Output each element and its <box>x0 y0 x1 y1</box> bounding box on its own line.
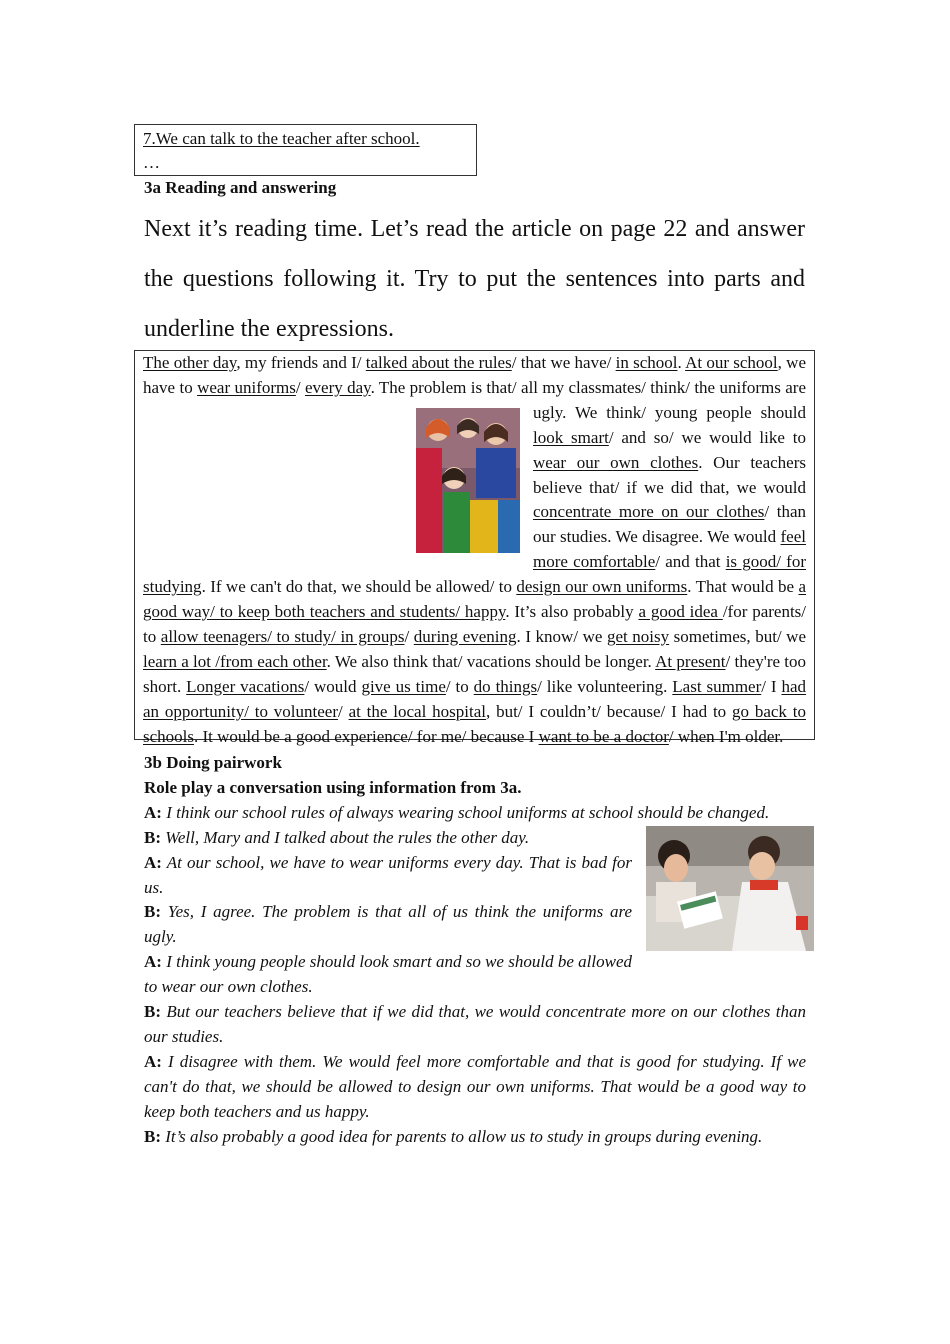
dialogue-line <box>144 1000 806 1050</box>
speaker: A: <box>144 1051 162 1071</box>
text: . I know/ we <box>516 626 607 646</box>
speaker: B: <box>144 1126 161 1146</box>
text: , we have to <box>143 353 806 397</box>
expr: is good/ for studying <box>143 552 806 597</box>
text: . That would be <box>687 577 799 597</box>
text: . We also think that/ vacations should be longer. <box>326 651 656 671</box>
speaker: B: <box>144 902 161 922</box>
speaker: B: <box>144 1002 161 1022</box>
text: / to <box>445 676 474 696</box>
expr: go back to schools <box>143 701 806 746</box>
line-text: I think our school rules of always wearing school uniforms at school should be changed. <box>161 802 770 822</box>
line-text: But our teachers believe that if we did that, we would concentrate more on our clothes than our studies. <box>144 1002 806 1046</box>
text: / like volunteering. <box>537 676 673 696</box>
dialogue <box>144 801 806 1150</box>
expr: in school <box>615 353 678 372</box>
speaker: A: <box>144 852 162 872</box>
speaker: B: <box>144 827 161 847</box>
expr: wear our own clothes <box>533 452 699 472</box>
dialogue-line <box>144 950 806 1000</box>
speaker: A: <box>144 802 162 822</box>
previous-item-box <box>134 124 477 176</box>
expr: design our own uniforms <box>516 577 688 597</box>
expr: had an opportunity/ to volunteer <box>143 676 807 721</box>
text: . It would be a good experience/ for me/ because I <box>194 726 539 746</box>
section-3a-heading: 3a Reading and answering <box>144 178 337 197</box>
line-text: At our school, we have to wear uniforms every day. That is bad for us. <box>144 852 632 897</box>
expr: talked about the rules <box>365 353 512 372</box>
line-text: Well, Mary and I talked about the rules the other day. <box>161 827 530 847</box>
expr: every day <box>304 377 371 397</box>
text: . If we can't do that, we should be allowed/ to <box>201 577 517 597</box>
expr: a good idea <box>638 602 723 622</box>
text: / <box>338 701 349 721</box>
expr: wear uniforms <box>197 377 296 397</box>
text: sometimes, but/ we <box>669 626 807 646</box>
expr: At our school <box>685 353 778 372</box>
line-text: I think young people should look smart and so we should be allowed to wear our own clothes. <box>144 952 632 997</box>
text: / they're too short. <box>143 651 807 696</box>
expr: allow teenagers/ to study/ <box>160 626 341 646</box>
expr: want to be a doctor <box>538 726 669 746</box>
section-3a-intro: Next it’s reading time. Let’s read the article on page 22 and answer the questions following it. Try to put the sentences into parts and underline the expressions. <box>144 216 805 342</box>
text: / that we have/ <box>511 353 616 372</box>
speaker: A: <box>144 952 162 972</box>
expr: Longer vacations <box>186 676 305 696</box>
text: . Our teachers believe that/ if we did that, we would <box>533 452 807 497</box>
text: / and that <box>655 552 726 572</box>
expr: At present <box>655 651 726 671</box>
expr: during evening <box>413 626 517 646</box>
text: . It’s also probably <box>505 602 639 622</box>
expr: a good way/ to keep both teachers and students/ happy <box>143 577 806 622</box>
expr: do things <box>473 676 538 696</box>
text: / when I'm older. <box>668 726 784 746</box>
section-3b <box>144 751 806 1150</box>
dialogue-line <box>144 801 806 826</box>
expr: in groups <box>340 626 405 646</box>
students-photo-image <box>646 826 814 951</box>
text: . The problem is that/ all my classmates/ think/ the uniforms are ugly. We think/ young people should <box>370 377 806 422</box>
expr: concentrate more on our clothes <box>533 502 765 522</box>
expr: The other day <box>143 353 237 372</box>
text: , my friends and I/ <box>236 353 366 372</box>
expr: feel more comfortable <box>533 527 806 572</box>
text: / and so/ we would like to <box>608 427 806 447</box>
dialogue-line <box>144 1050 806 1125</box>
dialogue-line <box>144 1125 806 1150</box>
girls-photo <box>416 408 520 553</box>
expr: give us time <box>361 676 446 696</box>
students-photo <box>646 826 814 951</box>
line-text: I disagree with them. We would feel more comfortable and that is good for studying. If we can't do that, we should be allowed to design our own uniforms. That would be a good way to keep both teachers and us happy. <box>144 1051 806 1121</box>
text: / I <box>761 676 782 696</box>
text: , but/ I couldn’t/ because/ I had to <box>485 701 733 721</box>
text: / <box>295 377 305 397</box>
line-text: Yes, I agree. The problem is that all of us think the uniforms are ugly. <box>144 902 632 947</box>
girls-photo-image <box>416 408 520 553</box>
text: /for parents/ to <box>143 602 807 646</box>
text: / <box>404 626 414 646</box>
section-3b-heading: 3b Doing pairwork <box>144 753 282 772</box>
line-text: It’s also probably a good idea for parents to allow us to study in groups during evening. <box>161 1126 763 1146</box>
expr: get noisy <box>606 626 670 646</box>
sentence-7: 7.We can talk to the teacher after school. <box>143 129 420 148</box>
expr: learn a lot /from each other <box>143 651 327 671</box>
section-3b-subheading: Role play a conversation using information from 3a. <box>144 777 522 797</box>
text: . <box>677 353 686 372</box>
text: / would <box>304 676 362 696</box>
expr: at the local hospital <box>348 701 486 721</box>
ellipsis: … <box>143 153 160 172</box>
expr: look smart <box>533 427 609 447</box>
text: / than our studies. We disagree. We would <box>533 502 806 547</box>
expr: Last summer <box>672 676 762 696</box>
